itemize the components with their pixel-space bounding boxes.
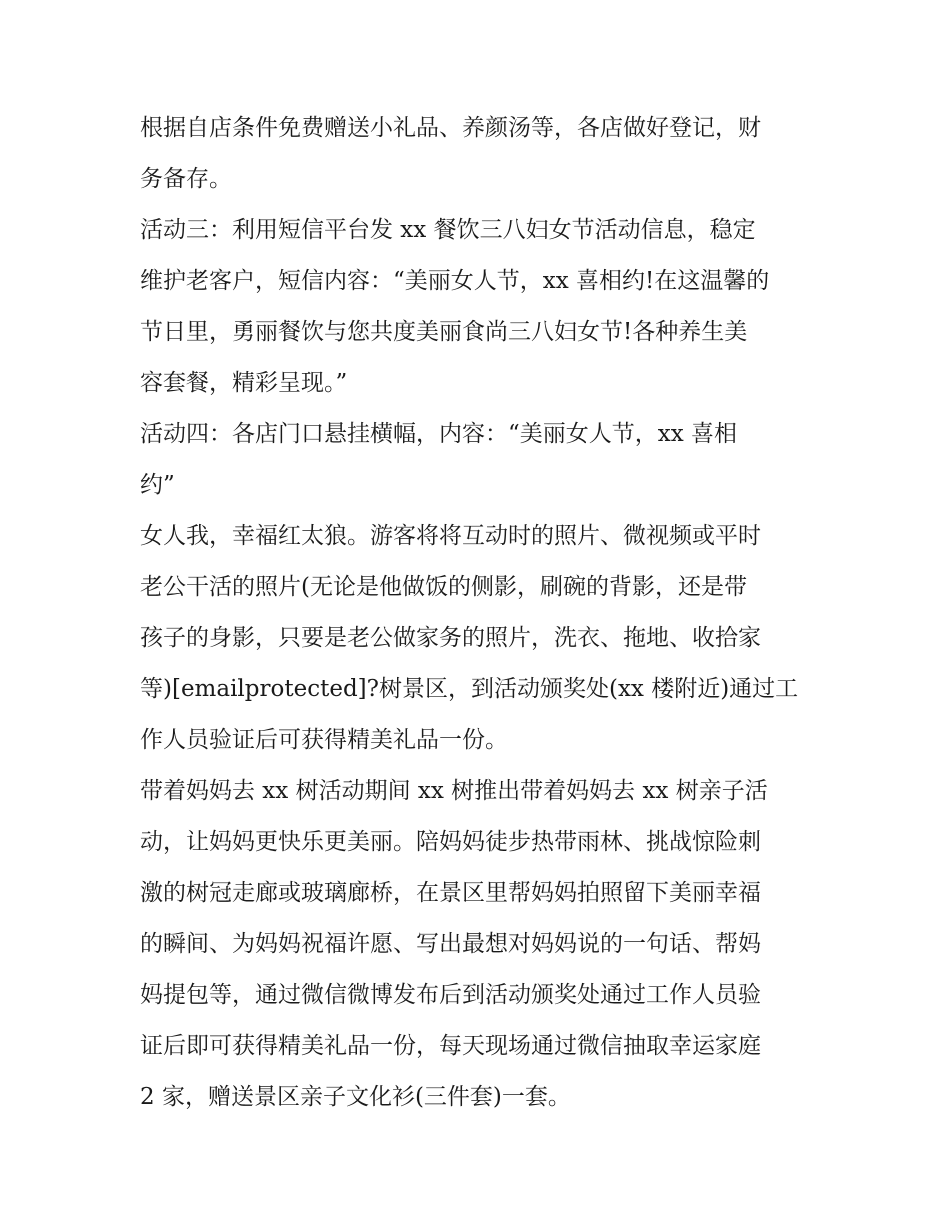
text-line: 维护老客户，短信内容：“美丽女人节，xx 喜相约!在这温馨的 — [140, 268, 770, 294]
text-line: 证后即可获得精美礼品一份，每天现场通过微信抽取幸运家庭 — [140, 1033, 761, 1059]
text-line: 动，让妈妈更快乐更美丽。陪妈妈徒步热带雨林、挑战惊险刺 — [140, 829, 761, 855]
text-line: 女人我，幸福红太狼。游客将将互动时的照片、微视频或平时 — [140, 523, 761, 549]
text-line: 节日里，勇丽餐饮与您共度美丽食尚三八妇女节!各种养生美 — [140, 319, 748, 345]
text-line: 激的树冠走廊或玻璃廊桥，在景区里帮妈妈拍照留下美丽幸福 — [140, 880, 761, 906]
text-line: 老公干活的照片(无论是他做饭的侧影，刷碗的背影，还是带 — [140, 574, 747, 600]
text-line: 务备存。 — [140, 166, 232, 192]
text-line: 的瞬间、为妈妈祝福许愿、写出最想对妈妈说的一句话、帮妈 — [140, 931, 761, 957]
text-line: 活动四：各店门口悬挂横幅，内容：“美丽女人节，xx 喜相 — [140, 421, 738, 447]
text-line: 孩子的身影，只要是老公做家务的照片，洗衣、拖地、收拾家 — [140, 625, 761, 651]
text-line: 妈提包等，通过微信微博发布后到活动颁奖处通过工作人员验 — [140, 982, 761, 1008]
text-line: 活动三：利用短信平台发 xx 餐饮三八妇女节活动信息，稳定 — [140, 217, 756, 243]
text-line: 带着妈妈去 xx 树活动期间 xx 树推出带着妈妈去 xx 树亲子活 — [140, 778, 768, 804]
text-line: 作人员验证后可获得精美礼品一份。 — [140, 727, 508, 753]
text-line: 根据自店条件免费赠送小礼品、养颜汤等，各店做好登记，财 — [140, 115, 761, 141]
text-line: 2 家，赠送景区亲子文化衫(三件套)一套。 — [140, 1084, 571, 1110]
text-line: 容套餐，精彩呈现。” — [140, 370, 348, 396]
text-line: 约” — [140, 472, 175, 498]
document-body — [140, 103, 812, 1123]
text-line: 等)[emailprotected]?树景区，到活动颁奖处(xx 楼附近)通过工 — [140, 676, 799, 702]
